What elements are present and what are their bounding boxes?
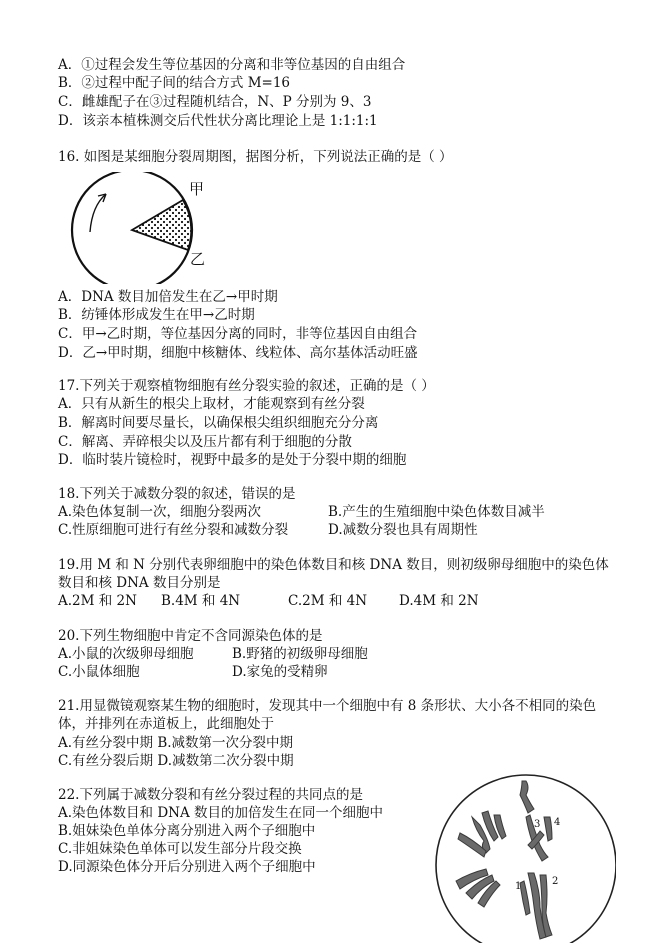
q17-option-a: A．只有从新生的根尖上取材，才能观察到有丝分裂 (58, 396, 365, 412)
q20-option-c: C.小鼠体细胞 (58, 664, 140, 680)
q21-options-ab: A.有丝分裂中期 B.减数第一次分裂中期 (58, 735, 294, 751)
q21-stem-line2: 体，并排列在赤道板上，此细胞处于 (58, 716, 274, 732)
q18-option-a: A.染色体复制一次，细胞分裂两次 (58, 504, 262, 520)
q18-option-c: C.性原细胞可进行有丝分裂和减数分裂 (58, 522, 289, 538)
figure-label-jia: 甲 (189, 180, 205, 198)
q15-option-b: B．②过程中配子间的结合方式 M=16 (58, 75, 291, 91)
chromosome-label-4: 4 (554, 817, 561, 828)
q17-option-d: D．临时装片镜检时，视野中最多的是处于分裂中期的细胞 (58, 452, 407, 468)
q16-option-b: B．纺锤体形成发生在甲→乙时期 (58, 307, 255, 323)
q15-option-d: D．该亲本植株测交后代性状分离比理论上是 1:1:1:1 (58, 113, 378, 129)
q20-option-a: A.小鼠的次级卵母细胞 (58, 646, 194, 662)
chromosome-label-1: 1 (515, 881, 522, 892)
q21-options-cd: C.有丝分裂后期 D.减数第二次分裂中期 (58, 753, 294, 769)
q19-option-d: D.4M 和 2N (399, 593, 479, 609)
q17-stem: 17.下列关于观察植物细胞有丝分裂实验的叙述，正确的是（ ） (58, 378, 435, 394)
q16-option-c: C．甲→乙时期，等位基因分离的同时，非等位基因自由组合 (58, 326, 418, 342)
q19-stem-line2: 数目和核 DNA 数目分别是 (58, 575, 221, 591)
chromosome-label-3: 3 (534, 819, 541, 830)
q16-option-d: D．乙→甲时期，细胞中核糖体、线粒体、高尔基体活动旺盛 (58, 345, 418, 361)
q17-option-c: C．解离、弄碎根尖以及压片都有利于细胞的分散 (58, 434, 352, 450)
q22-option-b: B.姐妹染色单体分离分别进入两个子细胞中 (58, 823, 316, 839)
q19-option-a: A.2M 和 2N (58, 593, 137, 609)
q20-stem: 20.下列生物细胞中肯定不含同源染色体的是 (58, 628, 323, 644)
chromosome-micrograph (430, 773, 616, 943)
q16-stem: 16. 如图是某细胞分裂周期图，据图分析，下列说法正确的是（ ） (58, 149, 453, 165)
q20-option-d: D.家兔的受精卵 (232, 664, 328, 680)
q16-option-a: A．DNA 数目加倍发生在乙→甲时期 (58, 289, 278, 305)
q22-option-d: D.同源染色体分开后分别进入两个子细胞中 (58, 859, 316, 875)
q19-option-b: B.4M 和 4N (161, 593, 241, 609)
q19-stem-line1: 19.用 M 和 N 分别代表卵细胞中的染色体数目和核 DNA 数目，则初级卵母细胞中的染色体 (58, 557, 609, 573)
q18-stem: 18.下列关于减数分裂的叙述，错误的是 (58, 486, 296, 502)
q15-option-c: C．雌雄配子在③过程随机结合，N、P 分别为 9、3 (58, 94, 372, 110)
q20-option-b: B.野猪的初级卵母细胞 (232, 646, 368, 662)
q18-option-d: D.减数分裂也具有周期性 (328, 522, 478, 538)
q22-option-a: A.染色体数目和 DNA 数目的加倍发生在同一个细胞中 (58, 805, 384, 821)
q18-option-b: B.产生的生殖细胞中染色体数目减半 (328, 504, 545, 520)
q17-option-b: B．解离时间要尽量长，以确保根尖组织细胞充分分离 (58, 415, 379, 431)
q21-stem-line1: 21.用显微镜观察某生物的细胞时，发现其中一个细胞中有 8 条形状、大小各不相同的染色 (58, 698, 597, 714)
chromosome-label-2: 2 (552, 876, 559, 887)
figure-label-yi: 乙 (190, 250, 206, 268)
q22-stem: 22.下列属于减数分裂和有丝分裂过程的共同点的是 (58, 787, 363, 803)
q19-option-c: C.2M 和 4N (288, 593, 368, 609)
q15-option-a: A．①过程会发生等位基因的分离和非等位基因的自由组合 (58, 57, 406, 73)
q22-option-c: C.非姐妹染色单体可以发生部分片段交换 (58, 841, 302, 857)
